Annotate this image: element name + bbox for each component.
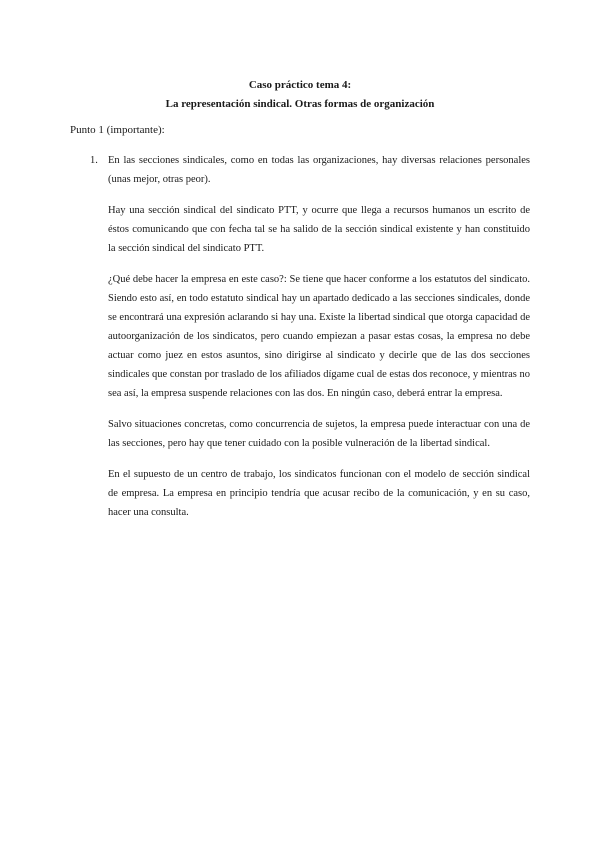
list-body <box>108 151 530 522</box>
section-heading: Punto 1 (importante): <box>70 124 165 136</box>
title-line-2: La representación sindical. Otras formas de organización <box>165 98 435 110</box>
list-item <box>90 151 530 534</box>
paragraph-5: En el supuesto de un centro de trabajo, los sindicatos funcionan con el modelo de sección sindical de empresa. La empresa en principio tendría que acusar recibo de la comunicación, y en su caso, hacer una consulta. <box>108 469 530 518</box>
title-line-1: Caso práctico tema 4: <box>248 79 352 91</box>
paragraph-3: ¿Qué debe hacer la empresa en este caso?: Se tiene que hacer conforme a los estatutos del sindicato. Siendo esto así, en todo estatuto sindical hay un apartado dedicado a las secciones sindicales, donde se encontrará una expresión aclarando si hay una. Existe la libertad sindical que otorga capacidad de autoorganización de los sindicatos, pero cuando empiezan a pasar estas cosas, la empresa no debe actuar como juez en estos asuntos, sino dirigirse al sindicato y decirle que de las dos secciones sindicales que constan por traslado de los afiliados dígame cual de estas dos reconoce, y mientras no sea así, la empresa suspende relaciones con las dos. En ningún caso, deberá entrar la empresa. <box>108 274 530 399</box>
document-title <box>0 76 600 114</box>
paragraph-2: Hay una sección sindical del sindicato PTT, y ocurre que llega a recursos humanos un escrito de éstos comunicando que con fecha tal se ha salido de la sección sindical existente y han constituido la sección sindical del sindicato PTT. <box>108 205 530 254</box>
paragraph-1: En las secciones sindicales, como en todas las organizaciones, hay diversas relaciones personales (unas mejor, otras peor). <box>108 155 530 185</box>
list-number: 1. <box>90 155 98 166</box>
paragraph-4: Salvo situaciones concretas, como concurrencia de sujetos, la empresa puede interactuar con una de las secciones, pero hay que tener cuidado con la posible vulneración de la libertad sindical. <box>108 419 530 449</box>
